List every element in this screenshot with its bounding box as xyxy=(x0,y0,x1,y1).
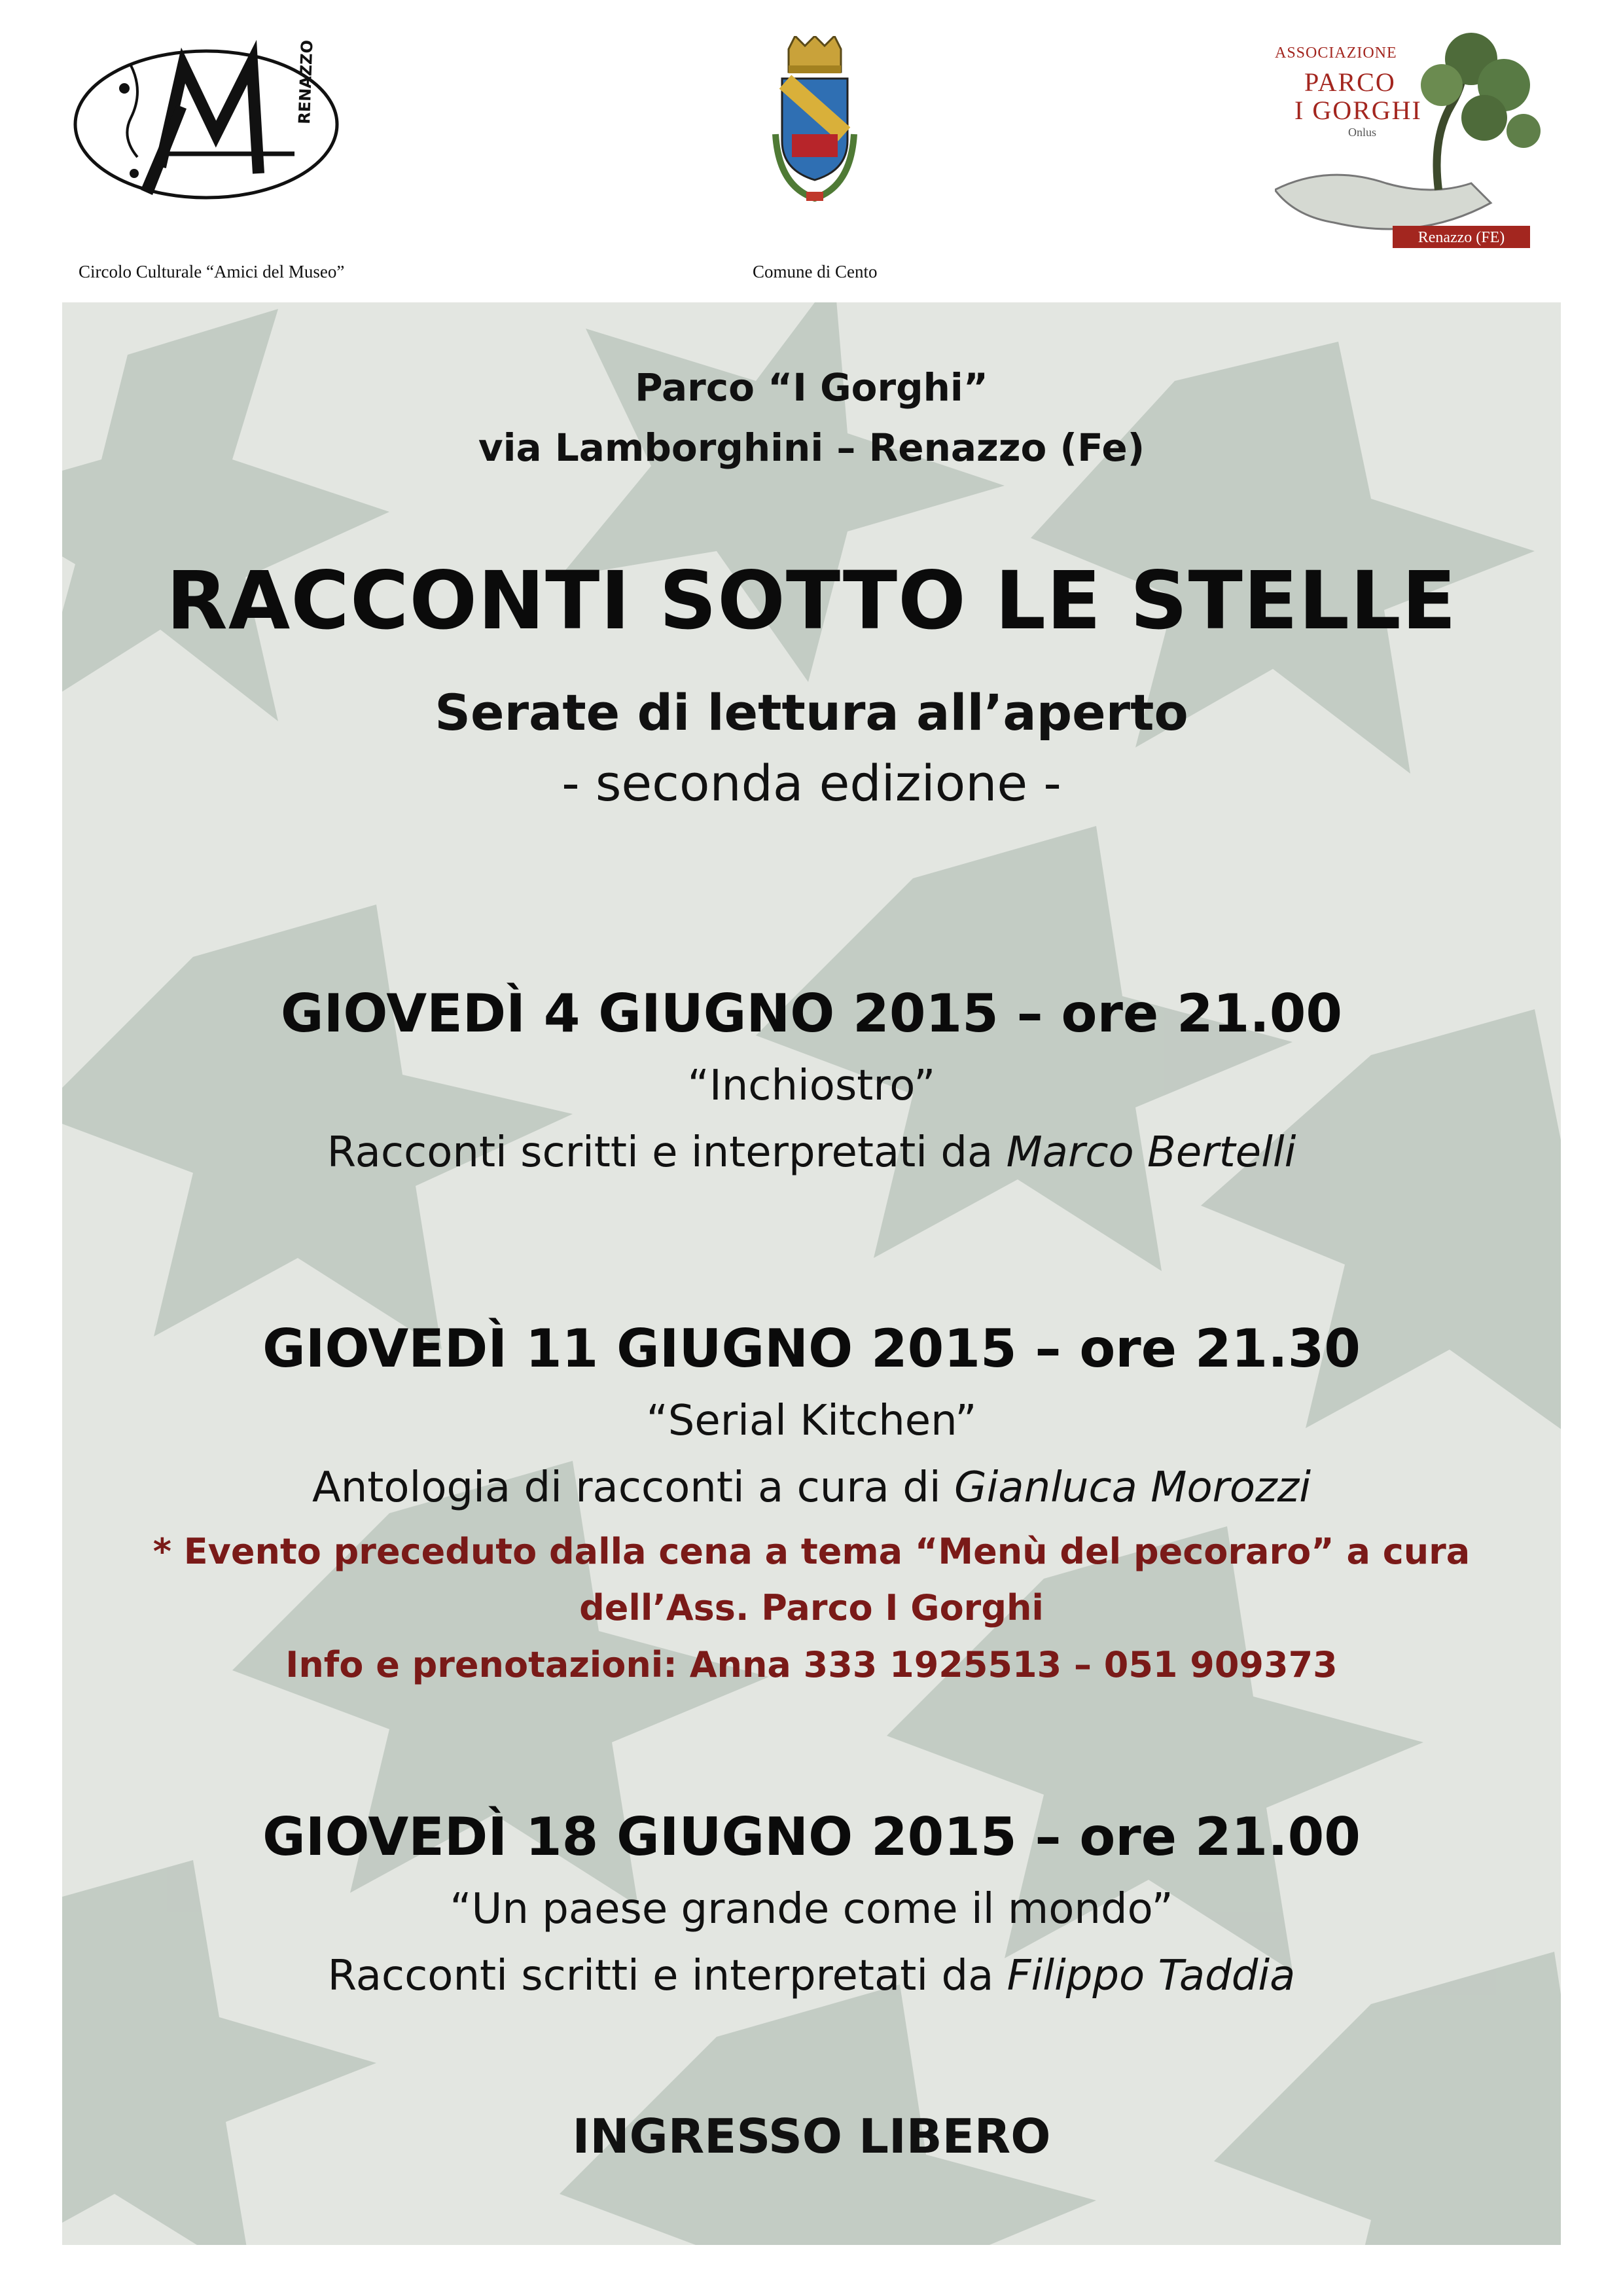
event-2-work: “Serial Kitchen” xyxy=(646,1397,977,1445)
event-1-description xyxy=(62,1128,1561,1177)
right-logo-badge: Renazzo (FE) xyxy=(1418,229,1505,246)
free-entry-label: INGRESSO LIBERO xyxy=(572,2109,1051,2164)
museum-brush-logo xyxy=(62,26,350,223)
venue-name: Parco “I Gorghi” xyxy=(635,365,988,410)
event-2-author: Gianluca Morozzi xyxy=(954,1463,1311,1512)
right-logo-line3: I GORGHI xyxy=(1294,96,1422,125)
right-logo-line4: Onlus xyxy=(1348,126,1377,139)
center-caption: Comune di Cento xyxy=(753,262,878,281)
event-3-desc-prefix: Racconti scritti e interpretati da xyxy=(327,1952,1007,2000)
poster-title: RACCONTI SOTTO LE STELLE xyxy=(166,554,1457,647)
event-3-description xyxy=(62,1952,1561,2000)
event-2-description xyxy=(62,1463,1561,1512)
left-logo-text: RENAZZO xyxy=(295,39,317,125)
event-2-note-line2: dell’Ass. Parco I Gorghi xyxy=(579,1587,1044,1628)
left-caption: Circolo Culturale “Amici del Museo” xyxy=(79,262,345,281)
event-1-desc-prefix: Racconti scritti e interpretati da xyxy=(327,1128,1007,1177)
venue-address: via Lamborghini – Renazzo (Fe) xyxy=(478,425,1145,470)
event-1-author: Marco Bertelli xyxy=(1006,1128,1296,1177)
right-logo-line2: PARCO xyxy=(1304,67,1396,97)
event-3-author: Filippo Taddia xyxy=(1007,1952,1296,2000)
event-2-desc-prefix: Antologia di racconti a cura di xyxy=(312,1463,954,1512)
cento-coat-of-arms xyxy=(772,36,857,206)
event-2-note-line3: Info e prenotazioni: Anna 333 1925513 – 051 909373 xyxy=(285,1644,1338,1685)
event-1-work: “Inchiostro” xyxy=(687,1062,936,1110)
event-1-date: GIOVEDÌ 4 GIUGNO 2015 – ore 21.00 xyxy=(280,983,1343,1044)
poster-subtitle: Serate di lettura all’aperto xyxy=(435,683,1188,742)
poster-panel xyxy=(62,302,1561,2245)
event-3-date: GIOVEDÌ 18 GIUGNO 2015 – ore 21.00 xyxy=(262,1806,1361,1867)
event-3-work: “Un paese grande come il mondo” xyxy=(450,1885,1173,1933)
poster-edition: - seconda edizione - xyxy=(562,754,1061,812)
tree-hand-logo xyxy=(1275,33,1550,255)
event-2-date: GIOVEDÌ 11 GIUGNO 2015 – ore 21.30 xyxy=(262,1318,1361,1379)
right-logo-line1: ASSOCIAZIONE xyxy=(1275,45,1397,62)
event-2-note-line1: * Evento preceduto dalla cena a tema “Menù del pecoraro” a cura xyxy=(152,1531,1471,1572)
